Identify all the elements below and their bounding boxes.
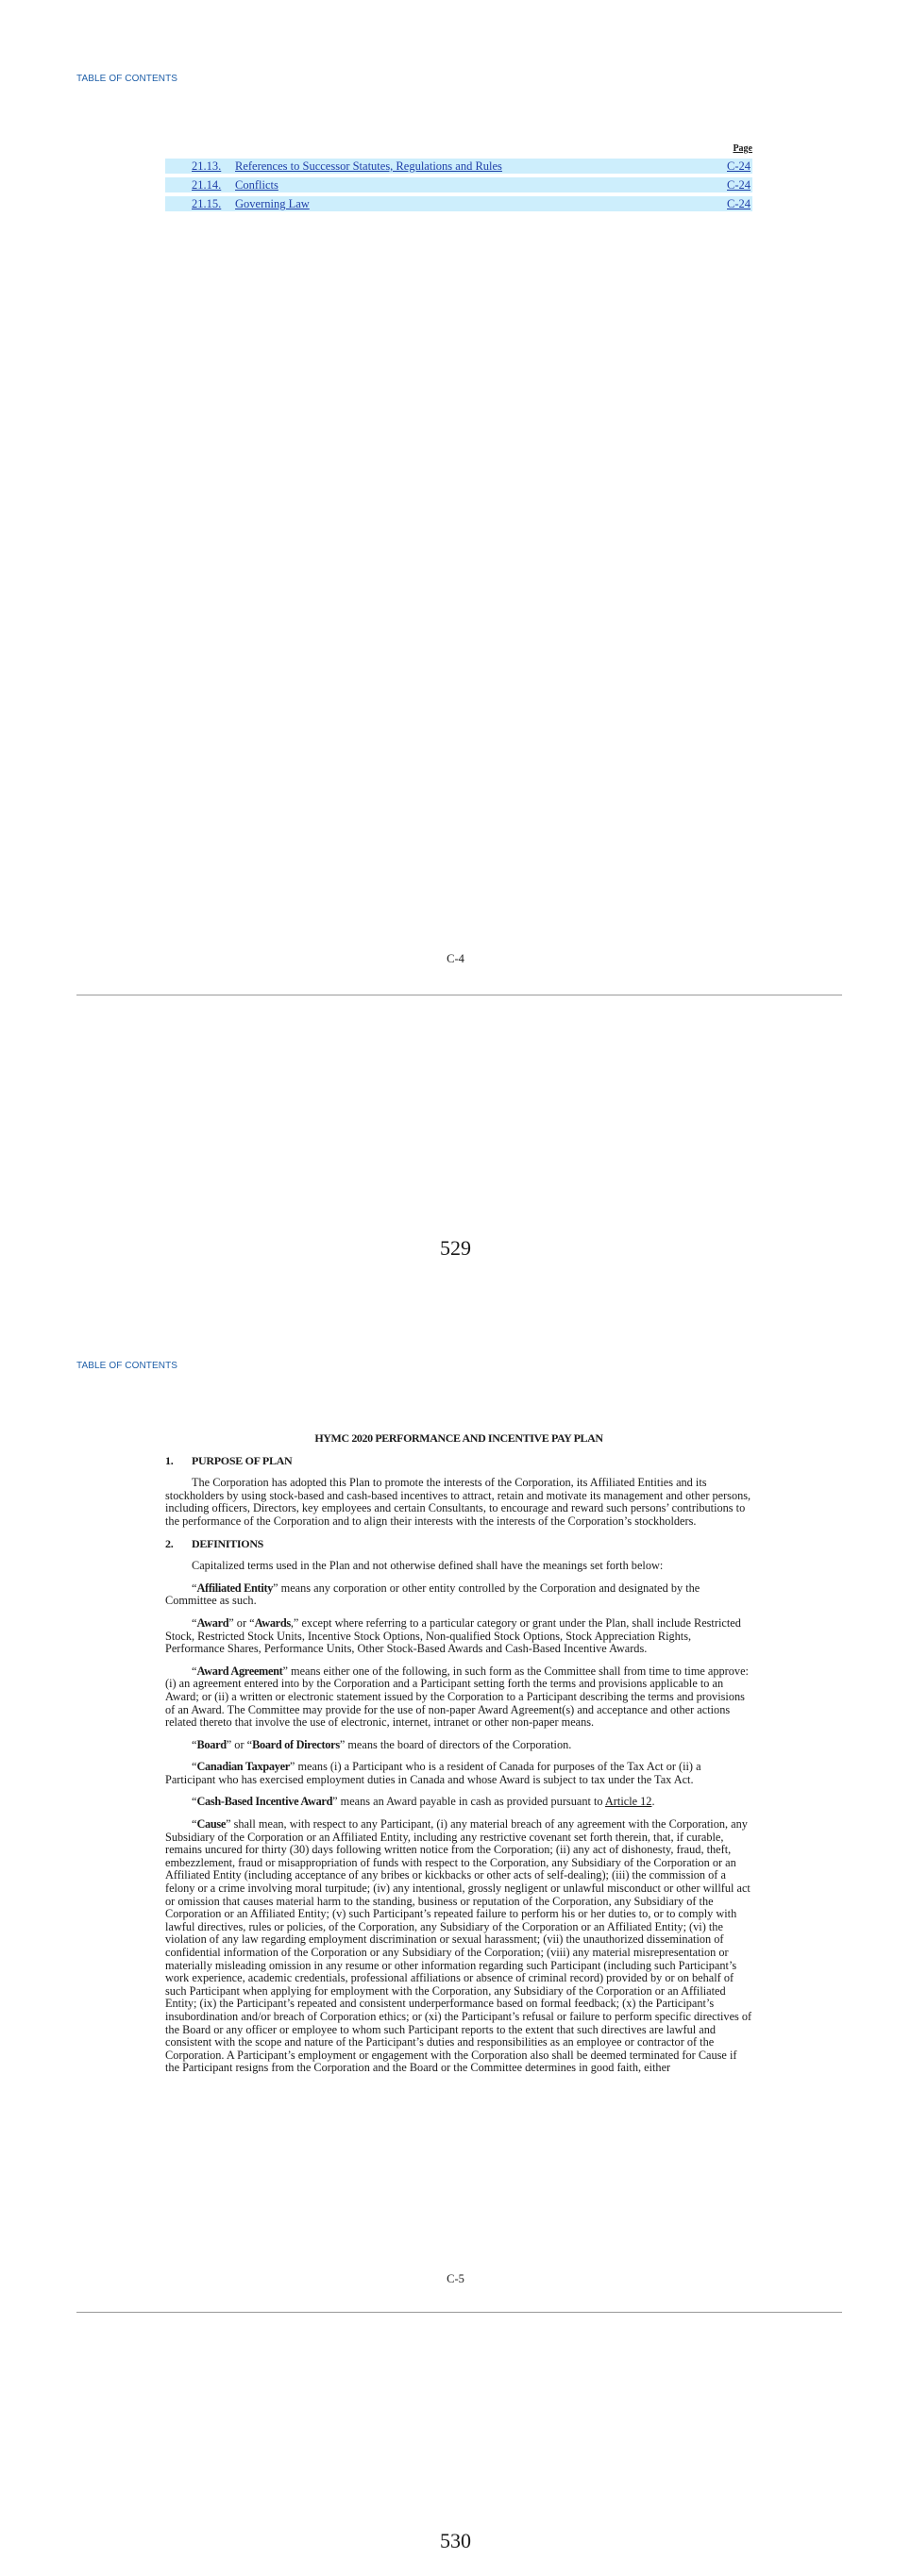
toc-row-page-link[interactable]: C-24 xyxy=(727,197,751,210)
definitions-intro: Capitalized terms used in the Plan and not otherwise defined shall have the meanings set forth below: xyxy=(192,1559,664,1573)
toc-row xyxy=(165,196,752,211)
document-page-1 xyxy=(0,0,911,1264)
page-number: 529 xyxy=(440,1236,471,1260)
page-divider xyxy=(76,2312,842,2313)
definition-award: “Award” or “Awards,” except where referring to a particular category or grant under the Plan, shall include Restricted Stock, Restricted Stock Units, Incentive Stock Options, Non-qualified Stock Options, Stock Appreciation Rights, Performance Shares, Performance Units, Other Stock-Based Awards and Cash-Based Incentive Awards. xyxy=(165,1615,741,1656)
defined-term: Award Agreement xyxy=(196,1664,283,1678)
toc-row xyxy=(165,159,752,174)
page-footer-label: C-4 xyxy=(447,952,464,965)
defined-term: Board of Directors xyxy=(252,1737,340,1751)
definition-cause: “Cause” shall mean, with respect to any Participant, (i) any material breach of any agreement with the Corporation, any Subsidiary of the Corporation or an Affiliated Entity, including any restrictive covenant set forth therein, that, if curable, remains uncured for thirty (30) days following written notice from the Corporation; (ii) any act of dishonesty, fraud, theft, embezzlement, fraud or misappropriation of funds with respect to the Corporation, any Subsidiary of the Corporation or an Affiliated Entity (including acceptance of any bribes or kickbacks or other acts of self-dealing); (iii) the commission of a felony or a crime involving moral turpitude; (iv) any intentional, grossly negligent or unlawful misconduct or other willful act or omission that causes material harm to the standing, business or reputation of the Corporation, any Subsidiary of the Corporation or an Affiliated Entity; (v) such Participant’s repeated failure to perform his or her duties to, or to comply with lawful directives, rules or policies, of the Corporation, any Subsidiary of the Corporation or an Affiliated Entity; (vi) the violation of any law regarding employment discrimination or sexual harassment; (vii) the unauthorized dissemination of confidential information of the Corporation or any Subsidiary of the Corporation; (viii) any material misrepresentation or materially misleading omission in any resume or other information regarding such Participant (including such Participant’s work experience, academic credentials, professional affiliations or absence of criminal record) provided by or on behalf of such Participant when applying for employment with the Corporation, any Subsidiary of the Corporation or an Affiliated Entity; (ix) the Participant’s repeated and consistent underperformance based on formal feedback; (x) the Participant’s insubordination and/or breach of Corporation ethics; or (xi) the Participant’s refusal or failure to perform specific directives of the Board or any officer or employee to whom such Participant reports to the extent that such directives are lawful and consistent with the scope and nature of the Participant’s duties and responsibilities as an employee or contractor of the Corporation. A Participant’s employment or engagement with the Corporation also shall be deemed terminated for Cause if the Participant resigns from the Corporation and the Board or the Committee determines in good faith, either xyxy=(165,1817,752,2075)
toc-row-number-link[interactable]: 21.13. xyxy=(192,159,222,173)
section-title: PURPOSE OF PLAN xyxy=(192,1453,293,1467)
defined-term: Awards xyxy=(254,1615,291,1630)
toc-page-column-header: Page xyxy=(733,143,752,154)
toc-row-page-link[interactable]: C-24 xyxy=(727,178,751,192)
section-title: DEFINITIONS xyxy=(192,1536,264,1550)
definition-award-agreement: “Award Agreement” means either one of the following, in such form as the Committee shall from time to time approve: (i) an agreement entered into by the Corporation and a Participant setting forth the terms and provisions applicable to an Award; or (ii) a written or electronic statement issued by the Corporation to a Participant describing the terms and provisions of an Award. The Committee may provide for the use of non-paper Award Agreement(s) and acceptance and other actions related thereto that involve the use of electronic, internet, intranet or other non-paper means. xyxy=(165,1664,749,1730)
page-footer-label: C-5 xyxy=(447,2272,464,2285)
definition-affiliated-entity: “Affiliated Entity” means any corporation or other entity controlled by the Corporation and designated by the Committee as such. xyxy=(165,1581,700,1608)
defined-term: Board xyxy=(196,1737,227,1751)
page-number: 530 xyxy=(440,2529,471,2552)
toc-row-title-link[interactable]: References to Successor Statutes, Regulations and Rules xyxy=(235,159,502,173)
definition-board: “Board” or “Board of Directors” means the board of directors of the Corporation. xyxy=(192,1737,572,1751)
defined-term: Cash-Based Incentive Award xyxy=(196,1795,333,1809)
table-of-contents-link[interactable]: TABLE OF CONTENTS xyxy=(76,74,178,84)
defined-term: Affiliated Entity xyxy=(196,1581,274,1595)
definition-cash-based-incentive-award: “Cash-Based Incentive Award” means an Award payable in cash as provided pursuant to Article 12. xyxy=(192,1795,655,1809)
defined-term: Canadian Taxpayer xyxy=(196,1760,290,1774)
section-number: 1. xyxy=(165,1453,174,1467)
document-page-2 xyxy=(0,1283,911,2576)
defined-term: Award xyxy=(196,1615,229,1630)
toc-row-title-link[interactable]: Governing Law xyxy=(235,197,310,210)
section-heading xyxy=(165,1538,752,1551)
defined-term: Cause xyxy=(196,1817,227,1832)
section-number: 2. xyxy=(165,1536,174,1550)
toc-row-page-link[interactable]: C-24 xyxy=(727,159,751,173)
plan-document-body xyxy=(165,1432,752,2084)
toc-row-number-link[interactable]: 21.15. xyxy=(192,197,222,210)
definition-canadian-taxpayer: “Canadian Taxpayer” means (i) a Participant who is a resident of Canada for purposes of the Tax Act or (ii) a Participant who has exercised employment duties in Canada and whose Award is subject to tax under the Tax Act. xyxy=(165,1760,701,1786)
toc-table xyxy=(165,143,752,219)
toc-row-title-link[interactable]: Conflicts xyxy=(235,178,278,192)
toc-row-number-link[interactable]: 21.14. xyxy=(192,178,222,192)
toc-row xyxy=(165,177,752,192)
plan-title: HYMC 2020 PERFORMANCE AND INCENTIVE PAY PLAN xyxy=(314,1431,603,1445)
table-of-contents-link[interactable]: TABLE OF CONTENTS xyxy=(76,1361,178,1371)
purpose-paragraph: The Corporation has adopted this Plan to promote the interests of the Corporation, its Affiliated Entities and its stockholders by using stock-based and cash-based incentives to attract, retain and motivate its management and other persons, including officers, Directors, key employees and certain Consultants, to encourage and reward such persons’ contributions to the performance of the Corporation and to align their interests with the interests of the Corporation’s stockholders. xyxy=(165,1476,751,1528)
article-reference-link[interactable]: Article 12 xyxy=(604,1795,652,1809)
section-heading xyxy=(165,1455,752,1468)
